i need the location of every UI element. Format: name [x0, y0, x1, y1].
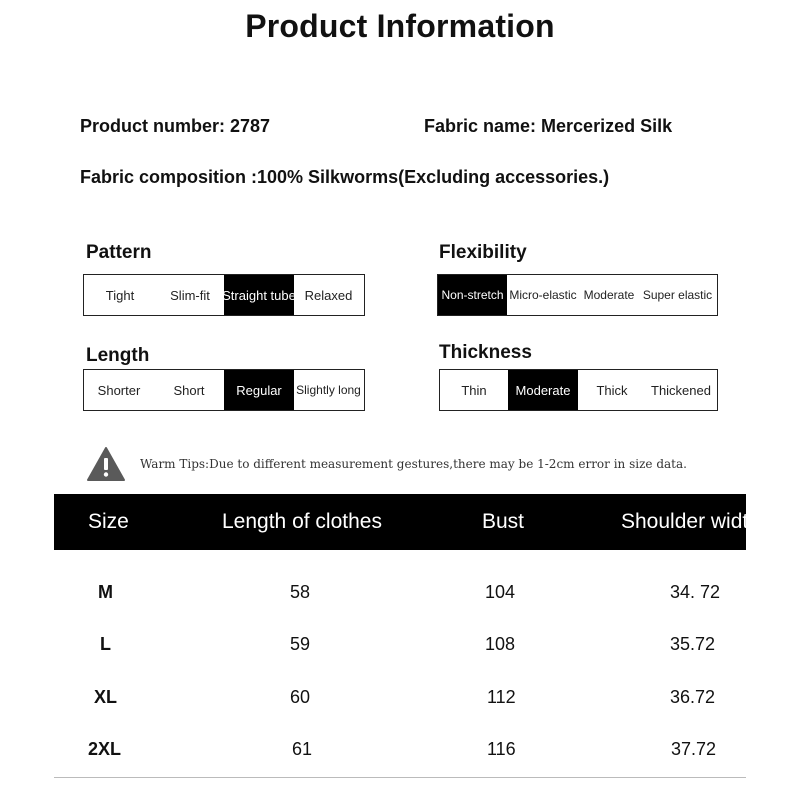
- length-selector: [83, 369, 365, 411]
- cell-shoulder: 34. 72: [670, 582, 721, 602]
- length-option: Regular: [224, 370, 294, 410]
- header-size: Size: [88, 510, 129, 533]
- size-table-header: [54, 494, 760, 550]
- cell-size: XL: [94, 687, 118, 707]
- length-option: Slightly long: [296, 383, 361, 397]
- product-number: Product number: 2787: [80, 116, 271, 136]
- length-option: Short: [173, 382, 205, 398]
- cell-size: L: [100, 634, 111, 654]
- flexibility-option: Micro-elastic: [509, 288, 577, 302]
- pattern-option: Slim-fit: [170, 287, 210, 303]
- cell-bust: 104: [485, 582, 516, 602]
- cell-bust: 116: [487, 739, 516, 759]
- thickness-option: Thin: [461, 382, 487, 398]
- length-option: Shorter: [97, 382, 141, 398]
- cell-shoulder: 35.72: [670, 634, 716, 654]
- cell-length: 60: [290, 687, 311, 707]
- flexibility-label: Flexibility: [439, 242, 527, 263]
- flexibility-option: Non-stretch: [438, 275, 507, 315]
- pattern-option: Tight: [105, 287, 135, 303]
- pattern-selector: [83, 274, 365, 316]
- flexibility-selector: [437, 274, 718, 316]
- cell-length: 59: [290, 634, 311, 654]
- table-row: [54, 723, 746, 776]
- warning-icon: [86, 446, 126, 482]
- thickness-option: Thickened: [651, 382, 711, 398]
- warm-tips-text: Warm Tips:Due to different measurement gestures,there may be 1-2cm error in size data.: [140, 457, 687, 471]
- pattern-option: Relaxed: [304, 287, 353, 303]
- cell-bust: 112: [487, 687, 516, 707]
- pattern-option: Straight tube: [224, 275, 294, 315]
- cell-bust: 108: [485, 634, 516, 654]
- cell-length: 61: [292, 739, 313, 759]
- cell-size: M: [98, 582, 113, 602]
- table-row: [54, 566, 746, 619]
- flexibility-option: Moderate: [583, 288, 635, 302]
- cell-size: 2XL: [88, 739, 122, 759]
- fabric-name: Fabric name: Mercerized Silk: [424, 116, 673, 136]
- thickness-option: Moderate: [508, 370, 578, 410]
- flexibility-option: Super elastic: [642, 288, 713, 302]
- table-row: [54, 671, 746, 724]
- divider: [54, 777, 746, 778]
- pattern-label: Pattern: [86, 242, 152, 263]
- thickness-selector: [439, 369, 718, 411]
- cell-length: 58: [290, 582, 311, 602]
- cell-shoulder: 36.72: [670, 687, 716, 707]
- header-bust: Bust: [482, 510, 525, 533]
- cell-shoulder: 37.72: [671, 739, 717, 759]
- thickness-option: Thick: [596, 382, 628, 398]
- table-row: [54, 618, 746, 671]
- header-shoulder-width: Shoulder width: [621, 510, 760, 533]
- warm-tips: [86, 446, 687, 482]
- fabric-composition: Fabric composition :100% Silkworms(Excluding accessories.): [80, 167, 610, 187]
- header-length-of-clothes: Length of clothes: [222, 510, 382, 533]
- thickness-label: Thickness: [439, 342, 532, 363]
- page-title: Product Information: [245, 8, 555, 44]
- length-label: Length: [86, 345, 150, 366]
